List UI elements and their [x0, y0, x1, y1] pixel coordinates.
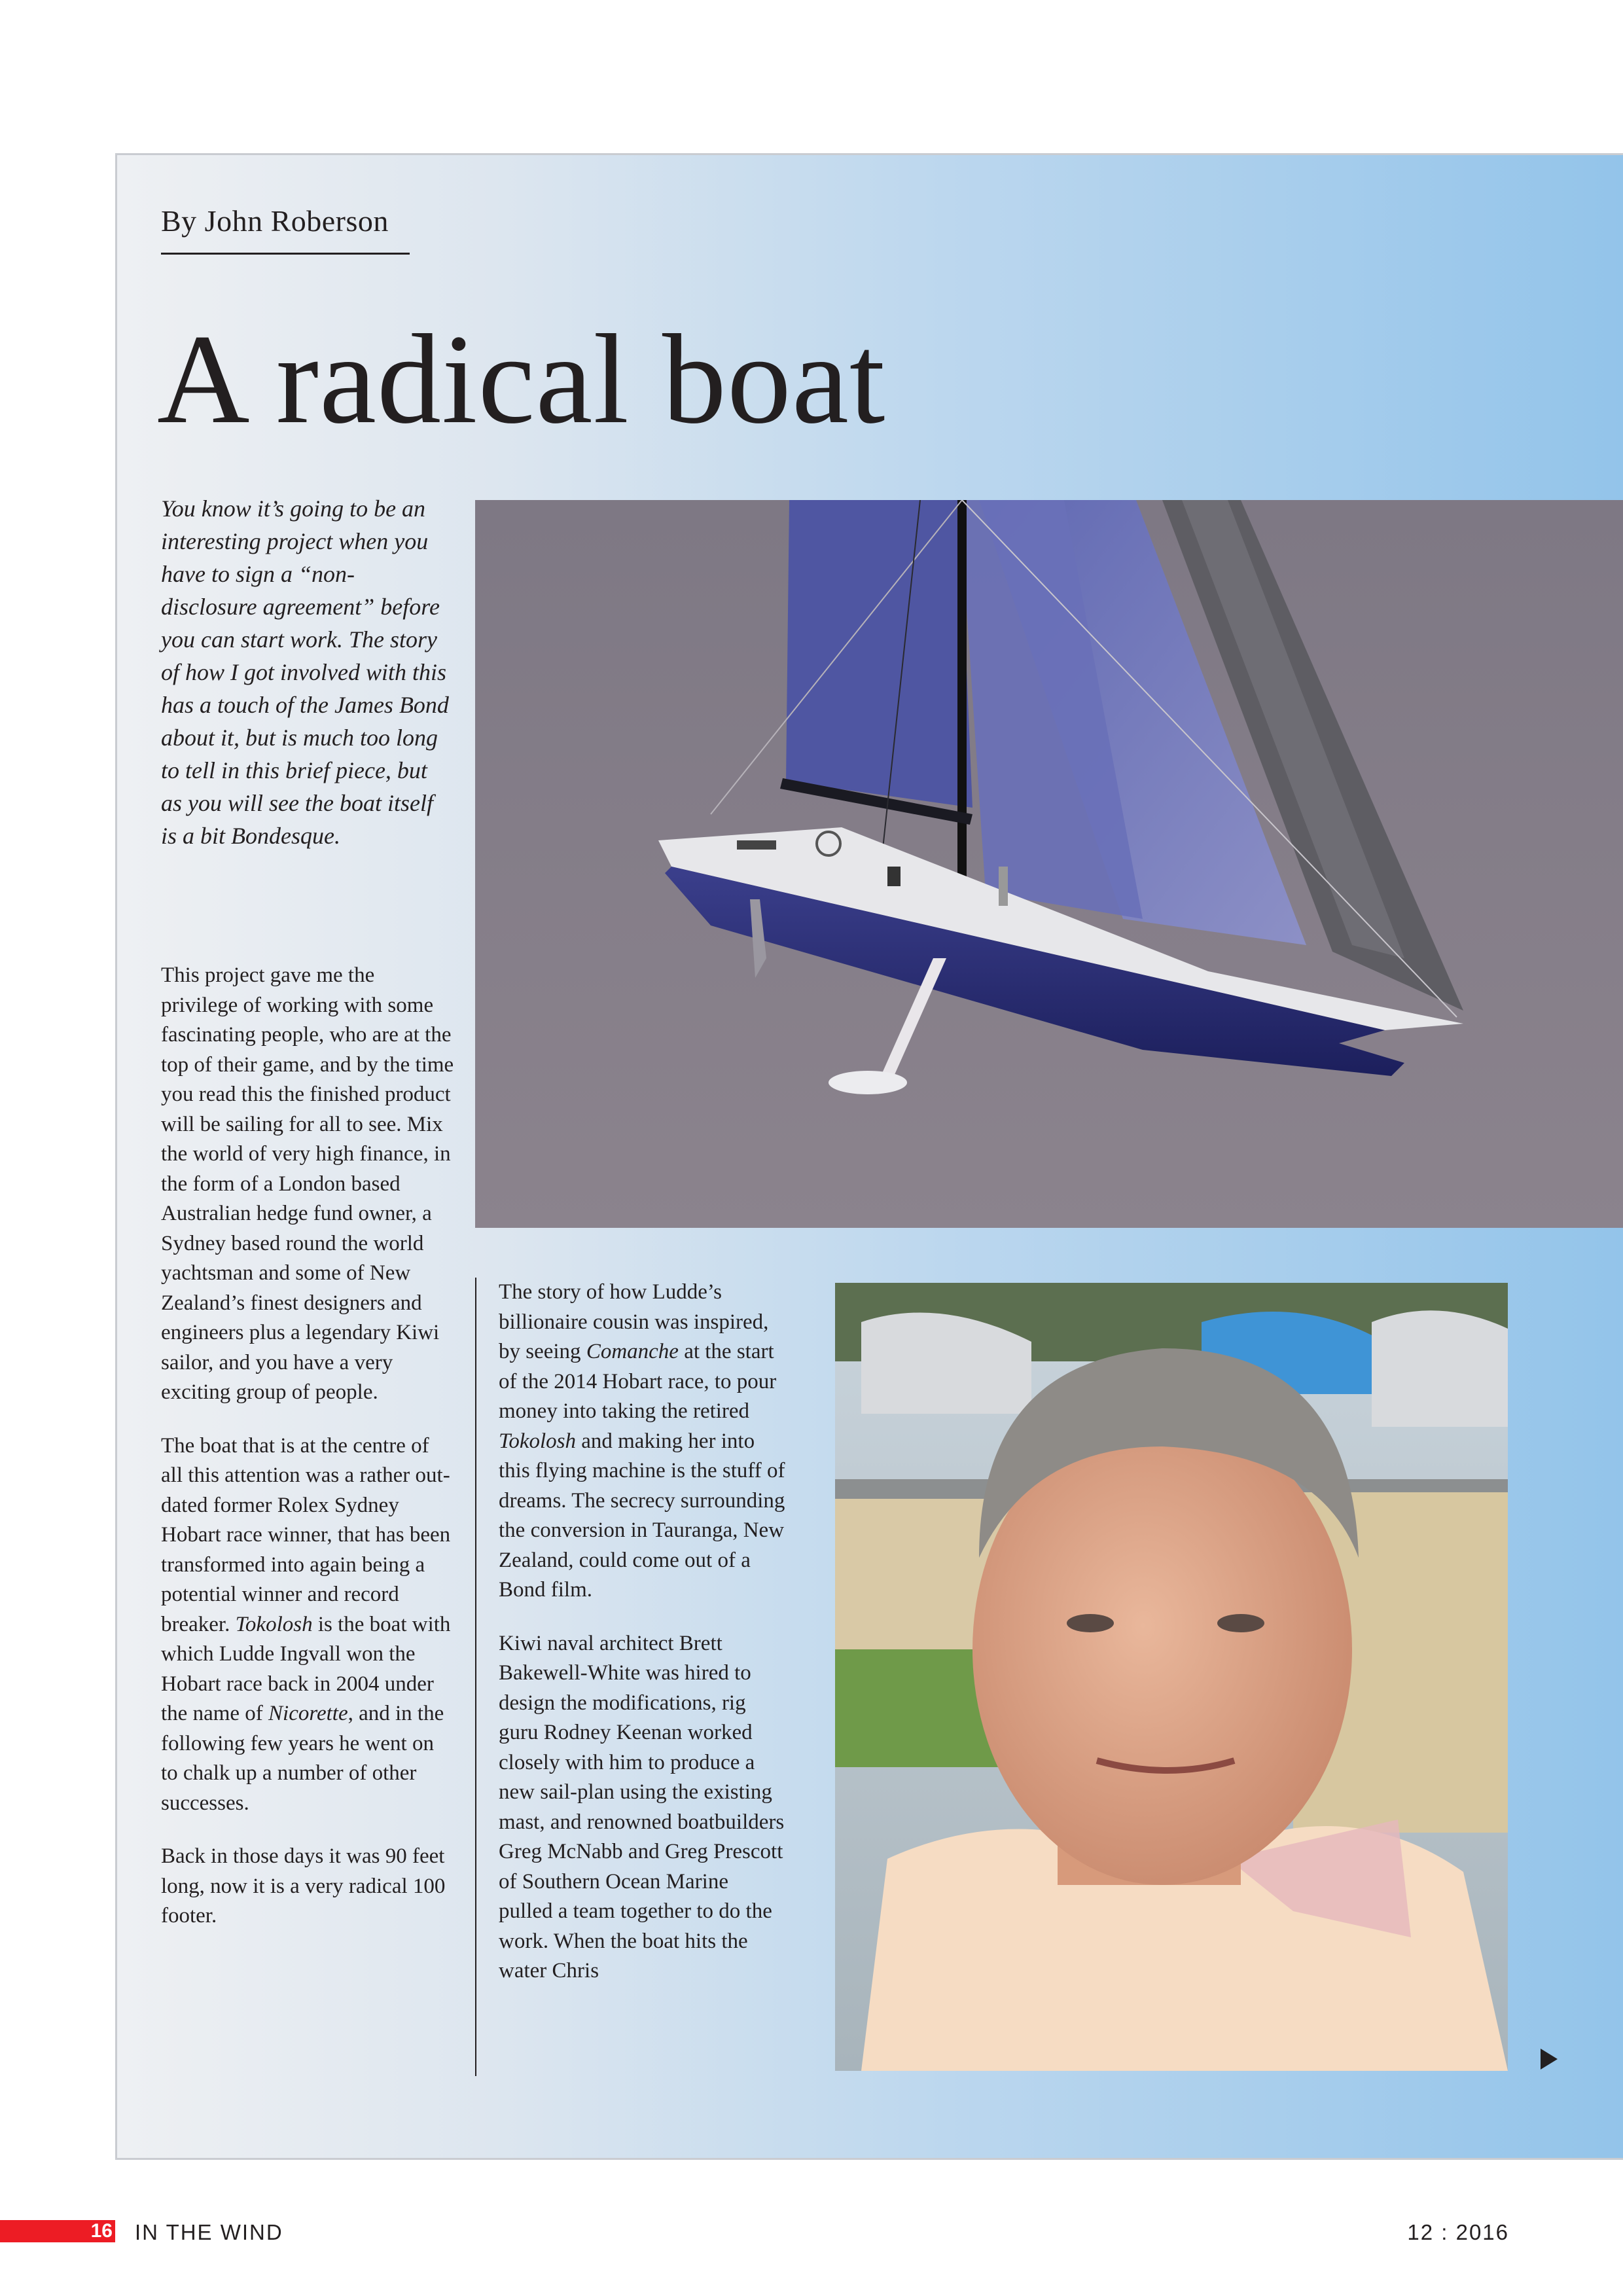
text-run: and making her into this flying machine is the stuff of dreams. The secrecy surrounding the conversion in Tauranga, New Zealand, could come out of a Bond film.	[499, 1429, 785, 1602]
magazine-title: IN THE WIND	[135, 2220, 283, 2244]
text-run: , and in the following few years he went on to chalk up a number of other successes.	[161, 1702, 444, 1815]
col2-paragraph-1	[499, 1278, 787, 1605]
boat-name-tokolosh: Tokolosh	[235, 1612, 313, 1636]
byline: By John Roberson	[161, 204, 389, 238]
col2-paragraph-2: Kiwi naval architect Brett Bakewell-White was hired to design the modifications, rig guru Rodney Keenan worked closely with him to produce a new sail-plan using the existing mast, and renowned boatbuilders Greg McNabb and Greg Prescott of Southern Ocean Marine pulled a team together to do the work. When the boat hits the water Chris	[499, 1631, 785, 1982]
yacht-rendering-image	[475, 500, 1623, 1228]
column-divider	[475, 1278, 476, 2076]
intro-text: You know it’s going to be an interesting project when you have to sign a “non-disclosure agreement” before you can start work. The story of how I got involved with this has a touch of the James Bond about it, but is much too long to tell in this brief piece, but as you will see the boat itself is a bit Bondesque.	[161, 495, 449, 849]
boat-name-comanche: Comanche	[586, 1340, 679, 1363]
col1-paragraph-3: Back in those days it was 90 feet long, now it is a very radical 100 footer.	[161, 1844, 446, 1928]
mast	[957, 500, 967, 893]
text-run: is the boat with which Ludde Ingvall won the Hobart race back in 2004 under the name of	[161, 1612, 451, 1725]
headline: A radical boat	[157, 308, 886, 450]
intro-paragraph	[161, 492, 449, 852]
text-run: The boat that is at the centre of all this attention was a rather out-dated former Rolex Sydney Hobart race winner, that has been transformed into again being a potential winner and record breaker.	[161, 1433, 451, 1636]
body-column-1	[161, 961, 455, 1955]
boat-name-tokolosh: Tokolosh	[499, 1429, 576, 1453]
page-number: 16	[90, 2220, 113, 2242]
body-column-2	[499, 1278, 787, 2010]
text-run: The story of how Ludde’s billionaire cousin was inspired, by seeing	[499, 1280, 769, 1363]
text-run: at the start of the 2014 Hobart race, to pour money into taking the retired	[499, 1340, 777, 1423]
byline-underline	[161, 253, 410, 255]
author-portrait-photo	[835, 1283, 1508, 2071]
col1-paragraph-2	[161, 1431, 455, 1819]
issue-date: 12 : 2016	[1407, 2220, 1509, 2244]
mainsail	[786, 500, 972, 808]
continue-arrow-icon	[1541, 2049, 1558, 2070]
col1-paragraph-1: This project gave me the privilege of working with some fascinating people, who are at the top of their game, and by the time you read this the finished product will be sailing for all to see. Mix the world of very high finance, in the form of a London based Australian hedge fund owner, a Sydney based round the world yachtsman and some of New Zealand’s finest designers and engineers plus a legendary Kiwi sailor, and you have a very exciting group of people.	[161, 963, 454, 1404]
boat-name-nicorette: Nicorette	[268, 1702, 348, 1725]
